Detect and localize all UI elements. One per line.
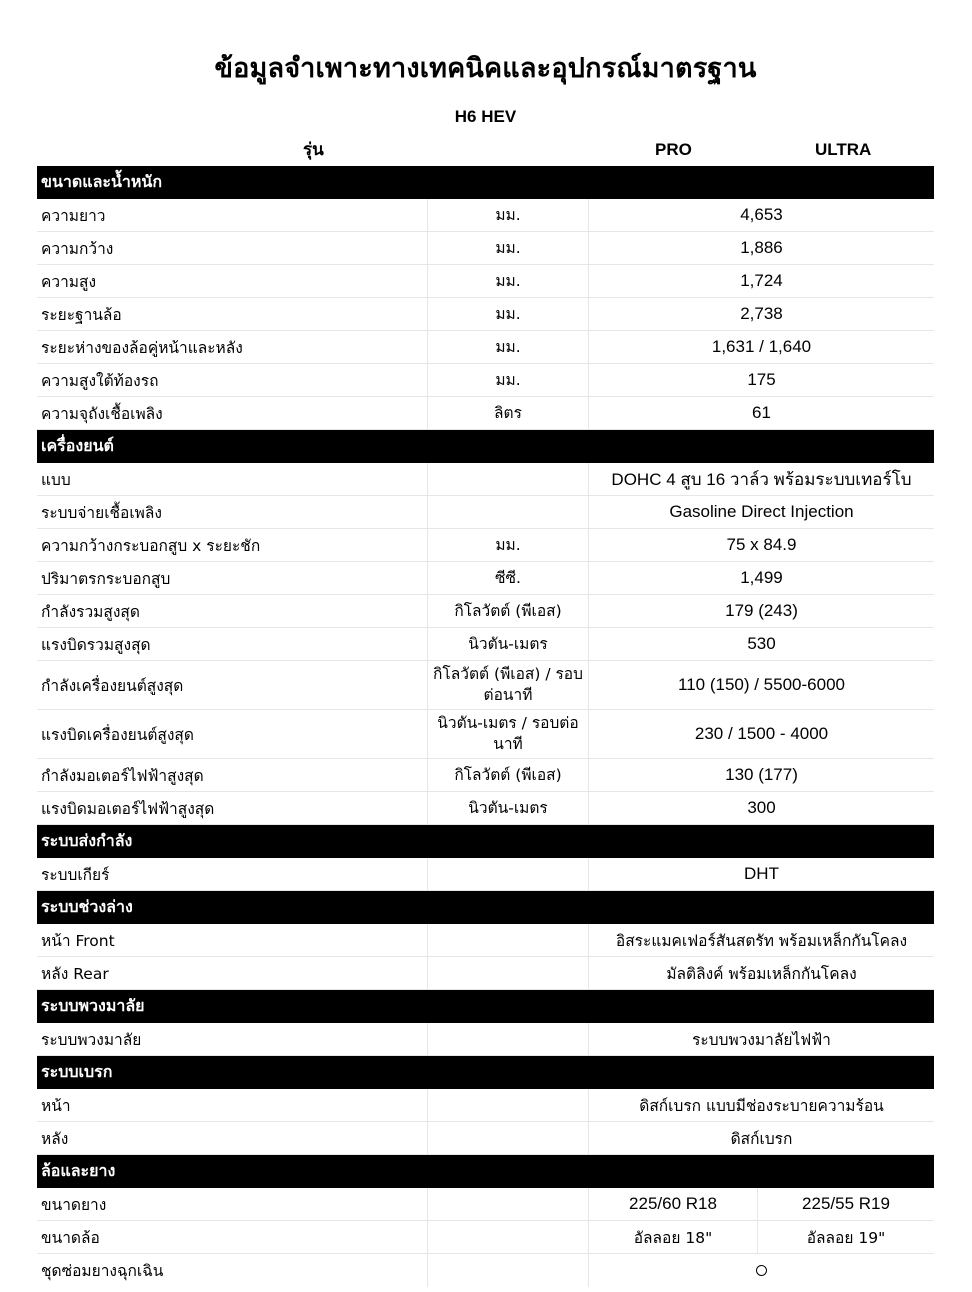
row-label: ขนาดล้อ	[41, 1228, 100, 1247]
row-value: 530	[588, 628, 934, 660]
table-row	[37, 529, 934, 562]
row-label: ขนาดยาง	[41, 1195, 107, 1214]
wheel-size-pro: อัลลอย 18"	[588, 1221, 757, 1253]
row-value: 179 (243)	[588, 595, 934, 627]
section-steering: ระบบพวงมาลัย	[37, 990, 934, 1023]
row-value: DHT	[588, 858, 934, 890]
row-unit: นิวตัน-เมตร	[427, 628, 588, 660]
table-row	[37, 858, 934, 891]
row-label: ความสูงใต้ท้องรถ	[41, 371, 159, 390]
row-value: 1,631 / 1,640	[588, 331, 934, 363]
section-wheels: ล้อและยาง	[37, 1155, 934, 1188]
row-value: 130 (177)	[588, 759, 934, 791]
table-row-tire-size	[37, 1188, 934, 1221]
row-label: ระบบจ่ายเชื้อเพลิง	[41, 503, 162, 522]
row-label: ระบบพวงมาลัย	[41, 1030, 142, 1049]
row-label: กำลังมอเตอร์ไฟฟ้าสูงสุด	[41, 766, 204, 785]
tire-size-ultra: 225/55 R19	[757, 1188, 934, 1220]
table-row	[37, 562, 934, 595]
row-value: 300	[588, 792, 934, 824]
table-row	[37, 1023, 934, 1056]
row-unit: ซีซี.	[427, 562, 588, 594]
row-value: อิสระแมคเฟอร์สันสตรัท พร้อมเหล็กกันโคลง	[588, 924, 934, 956]
row-value: 110 (150) / 5500-6000	[588, 661, 934, 709]
row-value: มัลติลิงค์ พร้อมเหล็กกันโคลง	[588, 957, 934, 989]
row-label: หน้า	[41, 1096, 71, 1115]
row-unit	[427, 463, 588, 495]
row-label: กำลังรวมสูงสุด	[41, 602, 140, 621]
trim-pro-label: PRO	[655, 139, 692, 159]
row-value: 4,653	[588, 199, 934, 231]
table-row	[37, 397, 934, 430]
row-label: ปริมาตรกระบอกสูบ	[41, 569, 171, 588]
row-unit: มม.	[427, 529, 588, 561]
row-unit: กิโลวัตต์ (พีเอส)	[427, 595, 588, 627]
row-unit	[427, 957, 588, 989]
table-row	[37, 265, 934, 298]
row-unit: มม.	[427, 265, 588, 297]
row-label: ความกว้าง	[41, 239, 114, 258]
row-unit	[427, 1221, 588, 1253]
table-row	[37, 199, 934, 232]
row-value: Gasoline Direct Injection	[588, 496, 934, 528]
row-label: ชุดซ่อมยางฉุกเฉิน	[41, 1262, 164, 1280]
row-label: ความกว้างกระบอกสูบ x ระยะชัก	[41, 536, 261, 555]
row-value: 75 x 84.9	[588, 529, 934, 561]
row-unit	[427, 1023, 588, 1055]
row-value: 1,886	[588, 232, 934, 264]
trim-header	[37, 133, 934, 166]
table-row	[37, 331, 934, 364]
table-row	[37, 1089, 934, 1122]
row-label: ความจุถังเชื้อเพลิง	[41, 404, 163, 423]
circle-standard-icon	[756, 1265, 767, 1276]
spec-sheet	[37, 33, 934, 1287]
model-name: H6 HEV	[454, 107, 517, 126]
table-row	[37, 463, 934, 496]
row-unit	[427, 1188, 588, 1220]
row-unit	[427, 1254, 588, 1287]
row-unit: มม.	[427, 331, 588, 363]
variant-label: รุ่น	[303, 140, 324, 160]
page-title: ข้อมูลจำเพาะทางเทคนิคและอุปกรณ์มาตรฐาน	[214, 52, 757, 84]
row-value: ระบบพวงมาลัยไฟฟ้า	[588, 1023, 934, 1055]
section-transmission: ระบบส่งกำลัง	[37, 825, 934, 858]
table-row	[37, 924, 934, 957]
row-label: ระยะห่างของล้อคู่หน้าและหลัง	[41, 338, 243, 357]
row-unit	[427, 858, 588, 890]
table-row	[37, 1122, 934, 1155]
row-unit: นิวตัน-เมตร	[427, 792, 588, 824]
table-row	[37, 957, 934, 990]
row-unit: กิโลวัตต์ (พีเอส) / รอบต่อนาที	[427, 661, 588, 709]
row-value: 61	[588, 397, 934, 429]
table-row	[37, 364, 934, 397]
section-engine: เครื่องยนต์	[37, 430, 934, 463]
table-row	[37, 792, 934, 825]
row-unit: มม.	[427, 364, 588, 396]
row-unit	[427, 1089, 588, 1121]
table-row	[37, 759, 934, 792]
row-unit	[427, 496, 588, 528]
row-label: หลัง Rear	[41, 964, 109, 983]
table-row	[37, 496, 934, 529]
wheel-size-ultra: อัลลอย 19"	[757, 1221, 934, 1253]
row-label: แบบ	[41, 470, 71, 489]
section-brakes: ระบบเบรก	[37, 1056, 934, 1089]
row-value: 175	[588, 364, 934, 396]
row-unit: มม.	[427, 232, 588, 264]
row-unit: กิโลวัตต์ (พีเอส)	[427, 759, 588, 791]
row-label: หน้า Front	[41, 931, 115, 950]
row-label: ระบบเกียร์	[41, 865, 110, 884]
row-value: 2,738	[588, 298, 934, 330]
row-label: ความสูง	[41, 272, 97, 291]
row-value: ดิสก์เบรก แบบมีช่องระบายความร้อน	[588, 1089, 934, 1121]
row-label: ความยาว	[41, 206, 106, 225]
row-value: 230 / 1500 - 4000	[588, 710, 934, 758]
table-row	[37, 628, 934, 661]
row-value: 1,724	[588, 265, 934, 297]
row-value: 1,499	[588, 562, 934, 594]
row-unit: มม.	[427, 199, 588, 231]
table-row	[37, 298, 934, 331]
row-label: ระยะฐานล้อ	[41, 305, 122, 324]
tire-size-pro: 225/60 R18	[588, 1188, 757, 1220]
row-unit: นิวตัน-เมตร / รอบต่อนาที	[427, 710, 588, 758]
spare-kit-value	[588, 1254, 934, 1287]
table-row	[37, 595, 934, 628]
section-suspension: ระบบช่วงล่าง	[37, 891, 934, 924]
row-label: แรงบิดรวมสูงสุด	[41, 635, 151, 654]
trim-ultra-label: ULTRA	[815, 139, 872, 159]
table-row	[37, 710, 934, 759]
row-unit	[427, 924, 588, 956]
table-row-wheel-size	[37, 1221, 934, 1254]
row-label: หลัง	[41, 1129, 69, 1148]
section-dimensions: ขนาดและน้ำหนัก	[37, 166, 934, 199]
row-unit	[427, 1122, 588, 1154]
table-row	[37, 232, 934, 265]
row-value: ดิสก์เบรก	[588, 1122, 934, 1154]
table-row-spare-kit	[37, 1254, 934, 1287]
row-label: กำลังเครื่องยนต์สูงสุด	[41, 676, 184, 695]
row-value: DOHC 4 สูบ 16 วาล์ว พร้อมระบบเทอร์โบ	[588, 463, 934, 495]
row-unit: มม.	[427, 298, 588, 330]
row-label: แรงบิดมอเตอร์ไฟฟ้าสูงสุด	[41, 799, 215, 818]
row-unit: ลิตร	[427, 397, 588, 429]
row-label: แรงบิดเครื่องยนต์สูงสุด	[41, 725, 194, 744]
table-row	[37, 661, 934, 710]
